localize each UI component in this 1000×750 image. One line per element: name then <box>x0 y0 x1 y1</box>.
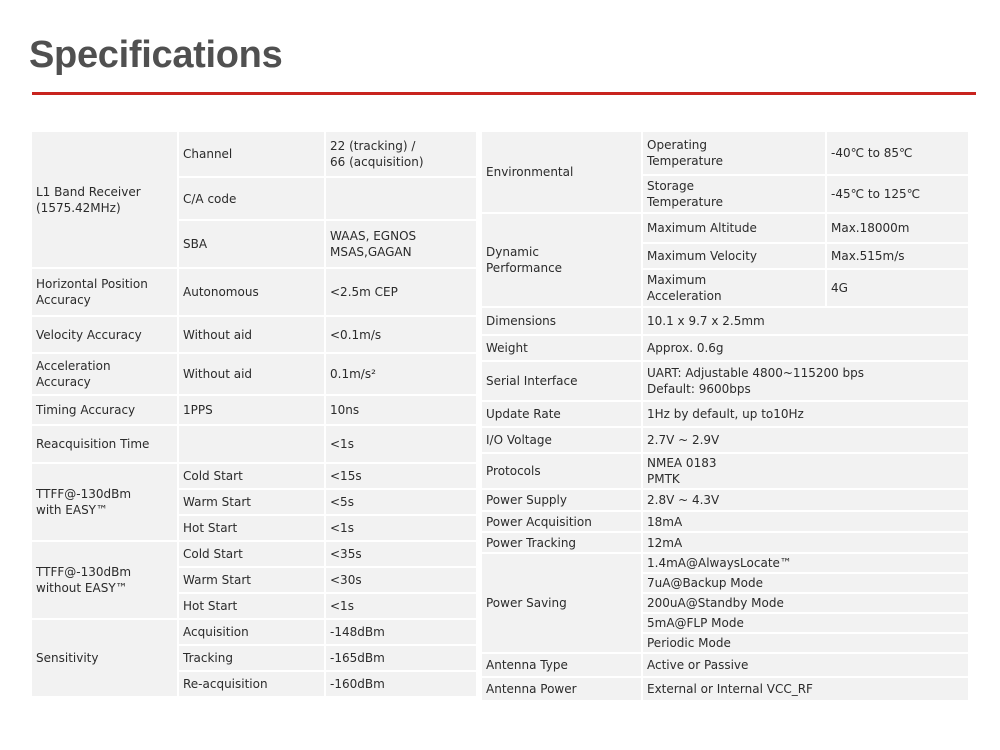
table-cell: Protocols <box>482 454 643 490</box>
table-cell: <5s <box>326 490 476 516</box>
table-cell: Serial Interface <box>482 362 643 402</box>
table-cell: Autonomous <box>179 269 326 317</box>
table-row <box>32 426 476 464</box>
table-cell: -148dBm <box>326 620 476 646</box>
table-cell: Weight <box>482 336 643 362</box>
table-cell: NMEA 0183 PMTK <box>643 454 968 490</box>
table-cell: Warm Start <box>179 490 326 516</box>
table-row <box>482 678 968 702</box>
page-title: Specifications <box>29 34 283 76</box>
table-cell: Power Acquisition <box>482 512 643 533</box>
table-cell: Timing Accuracy <box>32 396 179 426</box>
table-cell: Horizontal Position Accuracy <box>32 269 179 317</box>
table-cell <box>179 426 326 464</box>
table-cell: -45℃ to 125℃ <box>827 176 968 214</box>
table-row <box>32 542 476 568</box>
table-cell: 1.4mA@AlwaysLocate™ <box>643 554 968 574</box>
table-cell: <35s <box>326 542 476 568</box>
table-row <box>482 512 968 533</box>
table-cell: 10ns <box>326 396 476 426</box>
table-cell: 200uA@Standby Mode <box>643 594 968 614</box>
table-cell: TTFF@-130dBm without EASY™ <box>32 542 179 620</box>
table-cell: Storage Temperature <box>643 176 827 214</box>
table-cell: L1 Band Receiver (1575.42MHz) <box>32 132 179 269</box>
table-cell: Cold Start <box>179 542 326 568</box>
table-cell: External or Internal VCC_RF <box>643 678 968 702</box>
table-row <box>482 362 968 402</box>
table-cell: UART: Adjustable 4800~115200 bps Default: 9600bps <box>643 362 968 402</box>
table-row <box>482 308 968 336</box>
table-cell: -165dBm <box>326 646 476 672</box>
table-cell: Max.515m/s <box>827 244 968 270</box>
table-cell: Power Tracking <box>482 533 643 554</box>
table-row <box>32 317 476 354</box>
table-cell: Cold Start <box>179 464 326 490</box>
table-cell: <0.1m/s <box>326 317 476 354</box>
table-cell: Dimensions <box>482 308 643 336</box>
table-row <box>32 464 476 490</box>
table-cell: Acceleration Accuracy <box>32 354 179 396</box>
table-cell: 12mA <box>643 533 968 554</box>
table-cell: Maximum Altitude <box>643 214 827 244</box>
table-row <box>482 490 968 512</box>
table-cell: Re-acquisition <box>179 672 326 698</box>
table-cell: 2.8V ~ 4.3V <box>643 490 968 512</box>
table-cell: Power Supply <box>482 490 643 512</box>
table-row <box>482 336 968 362</box>
table-row <box>482 554 968 574</box>
table-cell: Reacquisition Time <box>32 426 179 464</box>
table-cell: 18mA <box>643 512 968 533</box>
table-cell: Hot Start <box>179 516 326 542</box>
table-cell: Without aid <box>179 354 326 396</box>
table-row <box>482 402 968 428</box>
table-cell: 2.7V ~ 2.9V <box>643 428 968 454</box>
table-cell: Without aid <box>179 317 326 354</box>
table-cell <box>326 178 476 221</box>
table-cell: -40℃ to 85℃ <box>827 132 968 176</box>
table-cell: 1PPS <box>179 396 326 426</box>
table-row <box>482 454 968 490</box>
table-cell: Periodic Mode <box>643 634 968 654</box>
table-row <box>482 533 968 554</box>
table-row <box>482 654 968 678</box>
table-cell: Maximum Velocity <box>643 244 827 270</box>
table-cell: <1s <box>326 516 476 542</box>
table-cell: -160dBm <box>326 672 476 698</box>
table-cell: I/O Voltage <box>482 428 643 454</box>
table-cell: <30s <box>326 568 476 594</box>
table-cell: <1s <box>326 594 476 620</box>
spec-table-left <box>32 132 476 698</box>
table-row <box>482 214 968 244</box>
table-cell: 22 (tracking) / 66 (acquisition) <box>326 132 476 178</box>
table-cell: <2.5m CEP <box>326 269 476 317</box>
title-divider <box>32 92 976 95</box>
table-cell: Tracking <box>179 646 326 672</box>
table-cell: Active or Passive <box>643 654 968 678</box>
table-cell: 0.1m/s² <box>326 354 476 396</box>
table-cell: Dynamic Performance <box>482 214 643 308</box>
table-cell: Antenna Power <box>482 678 643 702</box>
table-cell: Hot Start <box>179 594 326 620</box>
table-cell: Approx. 0.6g <box>643 336 968 362</box>
table-cell: Antenna Type <box>482 654 643 678</box>
table-cell: Velocity Accuracy <box>32 317 179 354</box>
table-cell: 1Hz by default, up to10Hz <box>643 402 968 428</box>
table-cell: Maximum Acceleration <box>643 270 827 308</box>
table-cell: Environmental <box>482 132 643 214</box>
table-cell: Warm Start <box>179 568 326 594</box>
table-row <box>32 396 476 426</box>
table-cell: Channel <box>179 132 326 178</box>
table-cell: Sensitivity <box>32 620 179 698</box>
table-cell: SBA <box>179 221 326 269</box>
table-cell: 5mA@FLP Mode <box>643 614 968 634</box>
table-row <box>32 132 476 178</box>
table-cell: WAAS, EGNOS MSAS,GAGAN <box>326 221 476 269</box>
table-cell: 7uA@Backup Mode <box>643 574 968 594</box>
table-cell: 4G <box>827 270 968 308</box>
table-cell: 10.1 x 9.7 x 2.5mm <box>643 308 968 336</box>
table-cell: <1s <box>326 426 476 464</box>
table-cell: Acquisition <box>179 620 326 646</box>
table-cell: TTFF@-130dBm with EASY™ <box>32 464 179 542</box>
table-row <box>482 428 968 454</box>
table-cell: Max.18000m <box>827 214 968 244</box>
spec-table-right <box>482 132 968 702</box>
table-row <box>482 132 968 176</box>
table-cell: Operating Temperature <box>643 132 827 176</box>
table-row <box>32 269 476 317</box>
table-cell: C/A code <box>179 178 326 221</box>
table-cell: <15s <box>326 464 476 490</box>
table-row <box>32 354 476 396</box>
table-row <box>32 620 476 646</box>
table-cell: Update Rate <box>482 402 643 428</box>
table-cell: Power Saving <box>482 554 643 654</box>
